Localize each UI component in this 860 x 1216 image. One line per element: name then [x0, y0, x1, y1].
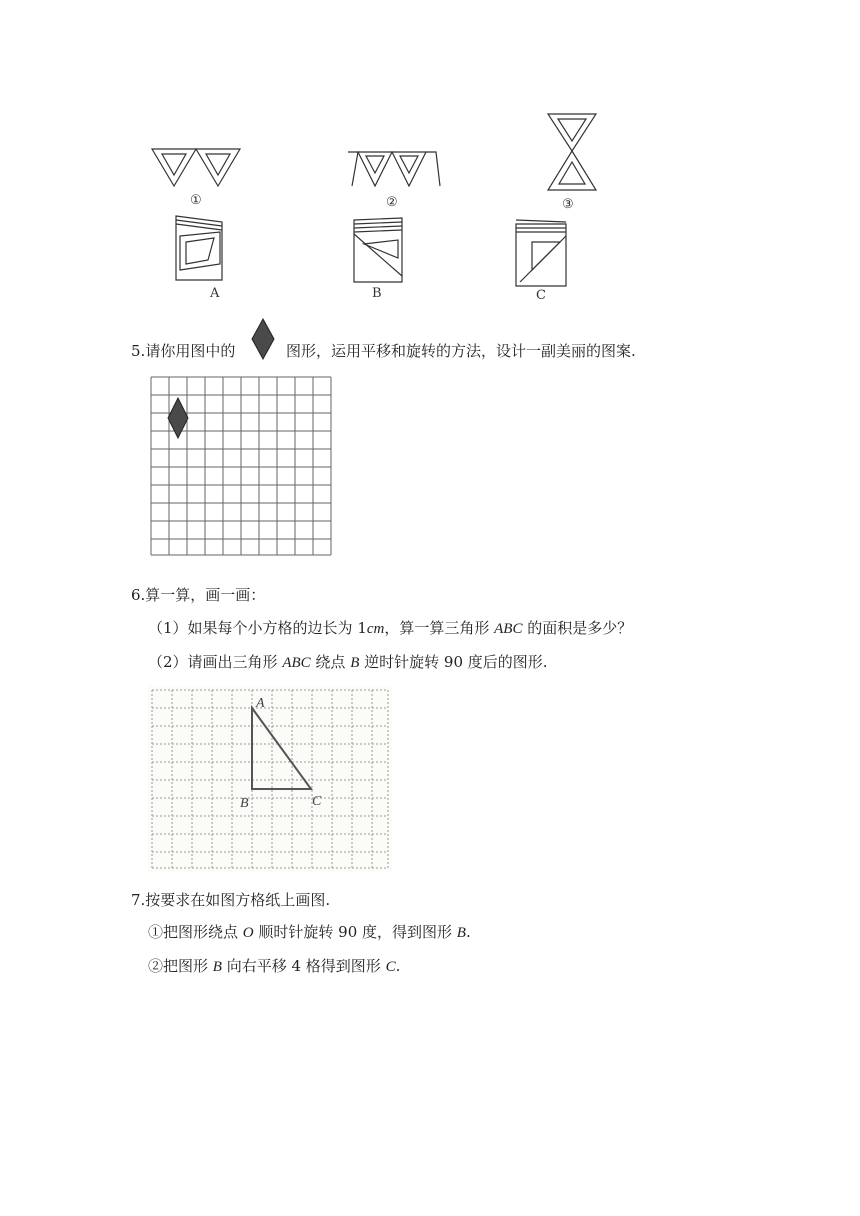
label-a: A	[256, 696, 265, 711]
figure-label-1: ①	[190, 193, 202, 208]
q5-grid[interactable]	[150, 376, 332, 556]
label-b: B	[240, 796, 249, 811]
folded-paper-a	[172, 212, 228, 284]
q7-item1: ①把图形绕点 O 顺时针旋转 90 度，得到图形 B.	[148, 923, 471, 941]
rhombus-icon	[250, 318, 276, 360]
label-c: C	[312, 794, 322, 809]
q5-text-before: 请你用图中的	[145, 342, 236, 360]
paper-label-c: C	[536, 288, 546, 303]
paper-label-a: A	[210, 286, 220, 301]
pattern-figure-3	[540, 110, 604, 196]
q5-number: 5.	[131, 342, 146, 360]
q7-title: 7.按要求在如图方格纸上画图.	[131, 891, 331, 909]
q5-line	[131, 344, 235, 359]
folded-paper-c	[512, 216, 572, 288]
pattern-figure-2	[344, 140, 444, 190]
q6-part1: （1）如果每个小方格的边长为 1cm，算一算三角形 ABC 的面积是多少？	[148, 619, 633, 637]
figure-label-2: ②	[386, 195, 398, 210]
q7-item2: ②把图形 B 向右平移 4 格得到图形 C.	[148, 957, 401, 975]
q6-title: 6.算一算，画一画：	[131, 586, 266, 604]
pattern-figure-1	[148, 140, 248, 190]
q6-grid-triangle[interactable]	[148, 686, 392, 872]
figure-label-3: ③	[562, 197, 574, 212]
folded-paper-b	[350, 214, 408, 286]
paper-label-b: B	[372, 286, 382, 301]
q6-part2: （2）请画出三角形 ABC 绕点 B 逆时针旋转 90 度后的图形.	[148, 653, 548, 671]
grid-rhombus	[168, 398, 188, 438]
q5-text-after: 图形，运用平移和旋转的方法，设计一副美丽的图案.	[286, 342, 636, 360]
